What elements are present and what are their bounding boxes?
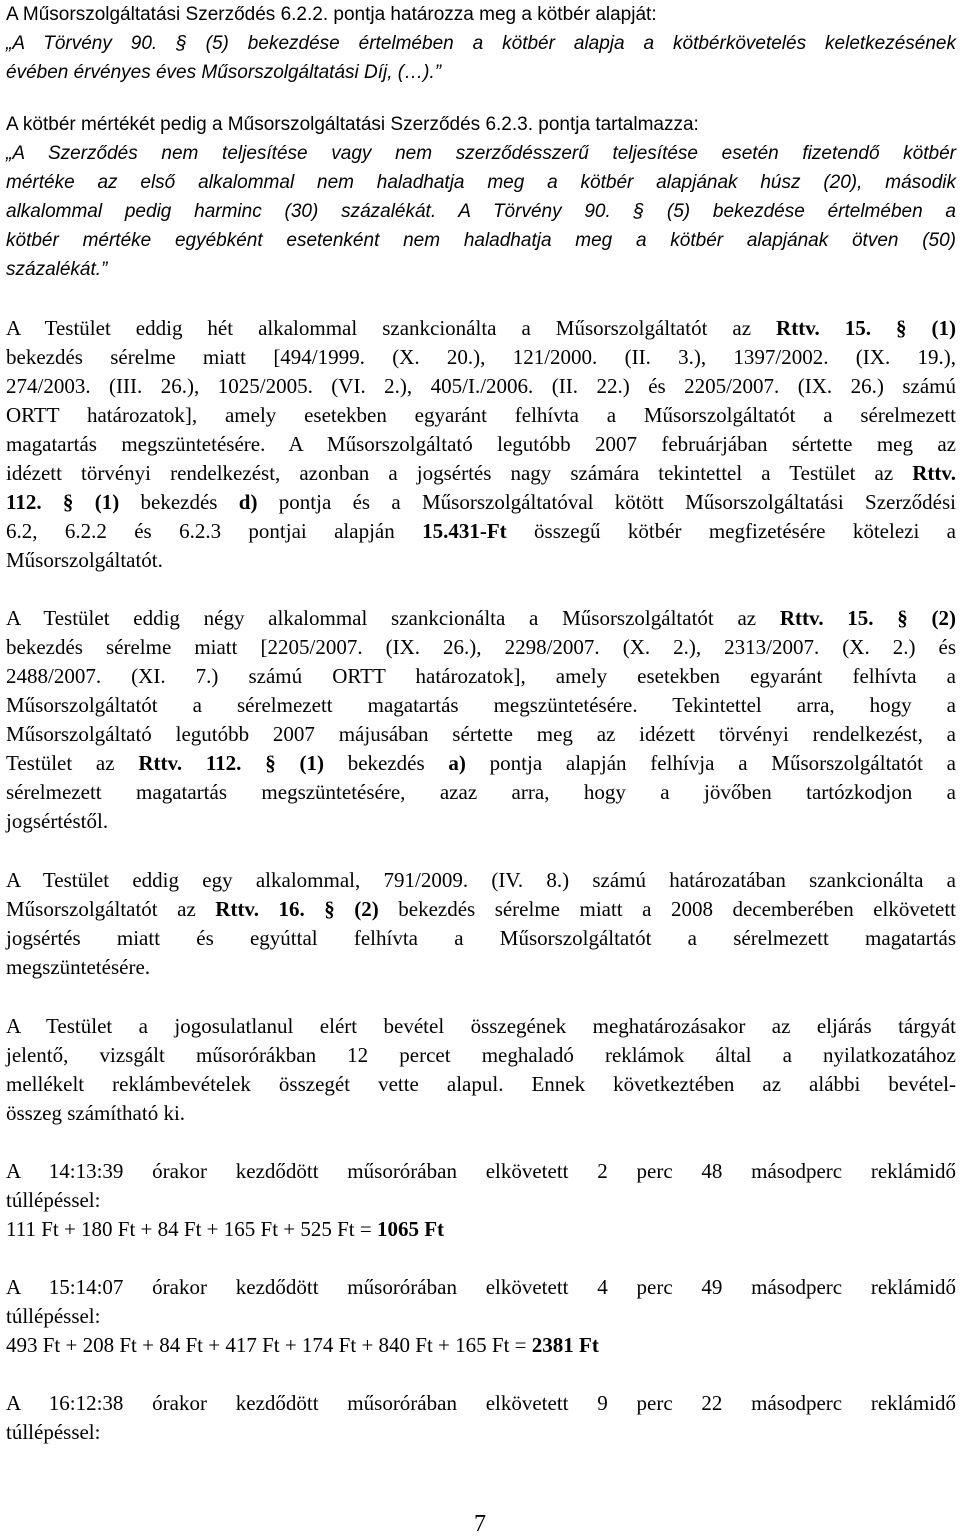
text-line: Műsorszolgáltató legutóbb 2007 májusában sértette meg az idézett törvényi rendelkezést, a bbox=[6, 722, 956, 746]
text-line: bekezdés sérelme miatt [2205/2007. (IX. 26.), 2298/2007. (X. 2.), 2313/2007. (X. 2.) és bbox=[6, 635, 956, 659]
text-line: A kötbér mértékét pedig a Műsorszolgáltatási Szerződés 6.2.3. pontja tartalmazza: bbox=[6, 114, 699, 135]
page-number: 7 bbox=[474, 1511, 486, 1537]
text-line: bekezdés sérelme miatt [494/1999. (X. 20.), 121/2000. (II. 3.), 1397/2002. (IX. 19.), bbox=[6, 345, 956, 369]
text-run: Műsorszolgáltatót az bbox=[6, 897, 216, 921]
text-line: A Testület eddig egy alkalommal, 791/2009. (IV. 8.) számú határozatában szankcionálta a bbox=[6, 868, 956, 892]
text-line: A 14:13:39 órakor kezdődött műsorórában elkövetett 2 perc 48 másodperc reklámidő bbox=[6, 1159, 956, 1183]
text-line: sérelmezett magatartás megszüntetésére, azaz arra, hogy a jövőben tartózkodjon a bbox=[6, 780, 956, 804]
paragraph-egy-alkalom bbox=[6, 866, 956, 982]
text-line: Műsorszolgáltatót. bbox=[6, 548, 163, 572]
text-line: A 15:14:07 órakor kezdődött műsorórában elkövetett 4 perc 49 másodperc reklámidő bbox=[6, 1275, 956, 1299]
text-line: Műsorszolgáltatót a sérelmezett magatartás megszüntetésére. Tekintettel arra, hogy a bbox=[6, 693, 956, 717]
calculation-3 bbox=[6, 1389, 956, 1447]
text-run: bekezdés bbox=[119, 490, 239, 514]
paragraph-kotber-alap bbox=[6, 0, 956, 87]
calculation-1 bbox=[6, 1157, 956, 1244]
text-run: A Testület eddig hét alkalommal szankcionálta a Műsorszolgáltatót az bbox=[6, 316, 777, 340]
text-line bbox=[6, 517, 956, 546]
legal-reference: Rttv. 16. § (2) bbox=[215, 897, 379, 921]
paragraph-het-alkalom bbox=[6, 314, 956, 575]
quote-line: százalékát.” bbox=[6, 259, 108, 280]
text-line: A Műsorszolgáltatási Szerződés 6.2.2. pontja határozza meg a kötbér alapját: bbox=[6, 4, 657, 25]
quote-line: alkalommal pedig harminc (30) százalékát. A Törvény 90. § (5) bekezdése értelmében a bbox=[6, 201, 956, 222]
sum-total: 2381 Ft bbox=[531, 1333, 599, 1357]
text-run: idézett törvényi rendelkezést, azonban a jogsértés nagy számára tekintettel a Testület az bbox=[6, 461, 913, 485]
text-line: összeg számítható ki. bbox=[6, 1101, 186, 1125]
paragraph-bevetel bbox=[6, 1012, 956, 1128]
text-line: mellékelt reklámbevételek összegét vette alapul. Ennek következtében az alábbi bevétel- bbox=[6, 1072, 956, 1096]
formula-line bbox=[6, 1331, 956, 1360]
legal-reference: Rttv. 15. § (2) bbox=[779, 606, 956, 630]
text-run: pontja alapján felhívja a Műsorszolgáltatót a bbox=[465, 751, 956, 775]
text-line: 2488/2007. (XI. 7.) számú ORTT határozatok], amely esetekben egyaránt felhívta a bbox=[6, 664, 956, 688]
formula-line bbox=[6, 1215, 956, 1244]
calculation-2 bbox=[6, 1273, 956, 1360]
text-line: megszüntetésére. bbox=[6, 955, 151, 979]
text-run: összegű kötbér megfizetésére kötelezi a bbox=[506, 519, 956, 543]
text-line bbox=[6, 604, 956, 633]
text-line: magatartás megszüntetésére. A Műsorszolgáltató legutóbb 2007 februárjában sértette meg az bbox=[6, 432, 956, 456]
text-run: 6.2, 6.2.2 és 6.2.3 pontjai alapján bbox=[6, 519, 423, 543]
legal-reference: 112. § (1) bbox=[6, 490, 120, 514]
text-line: A 16:12:38 órakor kezdődött műsorórában elkövetett 9 perc 22 másodperc reklámidő bbox=[6, 1391, 956, 1415]
quote-line: kötbér mértéke egyébként esetenként nem haladhatja meg a kötbér alapjának ötven (50) bbox=[6, 230, 956, 251]
text-run: A Testület eddig négy alkalommal szankcionálta a Műsorszolgáltatót az bbox=[6, 606, 780, 630]
formula: 493 Ft + 208 Ft + 84 Ft + 417 Ft + 174 Ft + 840 Ft + 165 Ft = bbox=[6, 1333, 532, 1357]
text-run: Testület az bbox=[6, 751, 139, 775]
text-line: A Testület a jogosulatlanul elért bevétel összegének meghatározásakor az eljárás tárgyát bbox=[6, 1014, 956, 1038]
legal-reference: d) bbox=[238, 490, 258, 514]
quote-line: „A Szerződés nem teljesítése vagy nem szerződésszerű teljesítése esetén fizetendő kötbér bbox=[6, 143, 956, 164]
legal-reference: a) bbox=[448, 751, 466, 775]
text-line bbox=[6, 314, 956, 343]
text-line: túllépéssel: bbox=[6, 1304, 101, 1328]
text-line: jogsértéstől. bbox=[6, 809, 109, 833]
text-line: túllépéssel: bbox=[6, 1188, 101, 1212]
quote-line: „A Törvény 90. § (5) bekezdése értelmében a kötbér alapja a kötbérkövetelés keletkezésének bbox=[6, 33, 956, 54]
paragraph-kotber-mertek bbox=[6, 110, 956, 284]
quote-line: mértéke az első alkalommal nem haladhatja meg a kötbér alapjának húsz (20), második bbox=[6, 172, 956, 193]
quote-line: évében érvényes éves Műsorszolgáltatási Díj, (…).” bbox=[6, 62, 442, 83]
text-line: jogsértés miatt és egyúttal felhívta a Műsorszolgáltatót a sérelmezett magatartás bbox=[6, 926, 956, 950]
text-line: jelentő, vizsgált műsorórákban 12 percet meghaladó reklámok által a nyilatkozatához bbox=[6, 1043, 956, 1067]
text-line: 274/2003. (III. 26.), 1025/2005. (VI. 2.), 405/I./2006. (II. 22.) és 2205/2007. (IX. 26.) számú bbox=[6, 374, 956, 398]
legal-reference: Rttv. bbox=[912, 461, 956, 485]
amount: 15.431-Ft bbox=[422, 519, 507, 543]
legal-reference: Rttv. 112. § (1) bbox=[138, 751, 324, 775]
text-line bbox=[6, 749, 956, 778]
text-line bbox=[6, 895, 956, 924]
legal-reference: Rttv. 15. § (1) bbox=[776, 316, 956, 340]
formula: 111 Ft + 180 Ft + 84 Ft + 165 Ft + 525 Ft = bbox=[6, 1217, 377, 1241]
text-run: bekezdés bbox=[323, 751, 449, 775]
paragraph-negy-alkalom bbox=[6, 604, 956, 836]
sum-total: 1065 Ft bbox=[376, 1217, 445, 1241]
text-run: pontja és a Műsorszolgáltatóval kötött Műsorszolgáltatási Szerződési bbox=[257, 490, 956, 514]
text-line bbox=[6, 488, 956, 517]
text-line bbox=[6, 459, 956, 488]
text-line: ORTT határozatok], amely esetekben egyaránt felhívta a Műsorszolgáltatót a sérelmezett bbox=[6, 403, 956, 427]
text-run: bekezdés sérelme miatt a 2008 decemberében elkövetett bbox=[378, 897, 956, 921]
text-line: túllépéssel: bbox=[6, 1420, 101, 1444]
